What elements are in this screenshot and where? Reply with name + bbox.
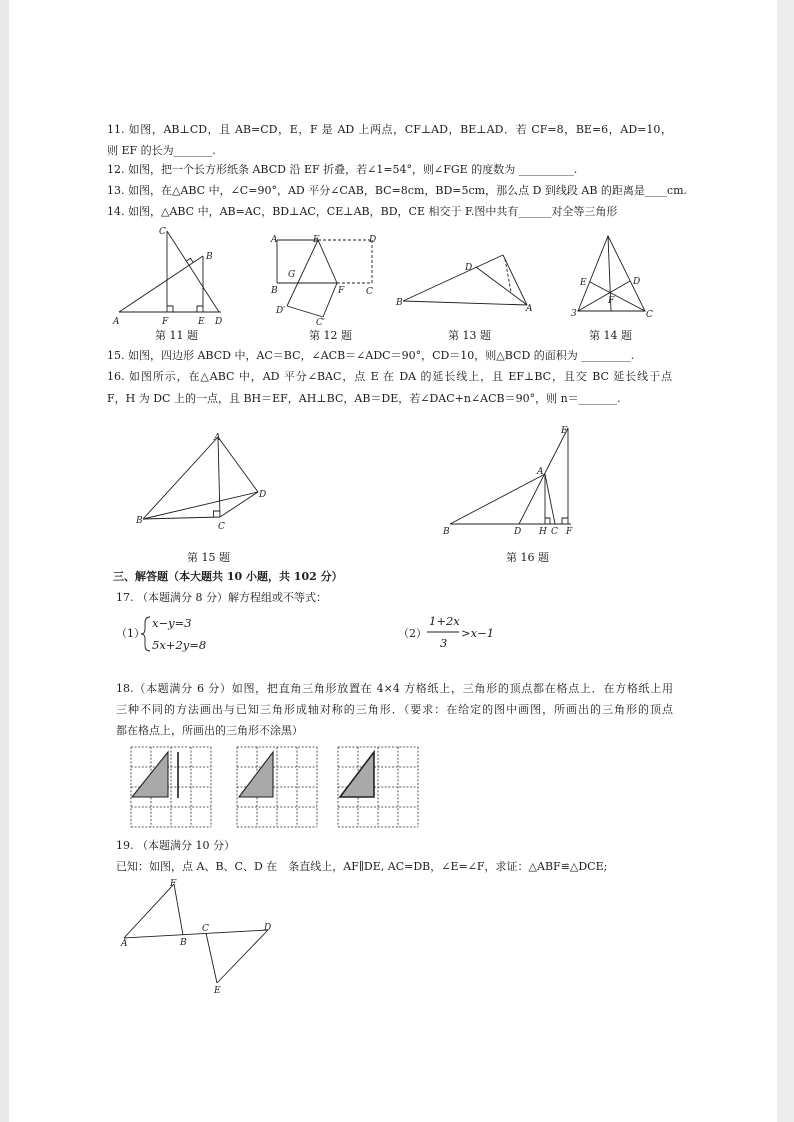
figure-16 [442, 426, 573, 537]
segment-cd [167, 231, 219, 312]
q17-fraction-denominator: 3 [440, 636, 448, 650]
segment-dprime-cprime [287, 306, 323, 317]
question-14: 14. 如图，△ABC 中，AB=AC，BD⊥AC，CE⊥AB，BD，CE 相交于 F.图中共有______对全等三角形 [107, 205, 618, 218]
vertex-label: A [113, 317, 120, 327]
figure-14-caption: 第 14 题 [589, 329, 632, 342]
segment-ab [119, 256, 203, 312]
question-11-line-2: 则 EF 的长为_______. [107, 144, 216, 157]
given-right-triangle [239, 752, 273, 797]
vertex-label: D [264, 923, 272, 933]
segment-ca [503, 255, 527, 305]
vertex-label: G [288, 270, 296, 280]
figure-12-caption: 第 12 题 [309, 329, 352, 342]
vertex-label: C [646, 310, 653, 320]
vertex-label: D [369, 235, 377, 245]
q17-fraction-numerator: 1+2x [429, 614, 460, 628]
figure-14 [571, 236, 653, 320]
segment-ad [124, 930, 268, 938]
vertex-label: F [170, 879, 177, 889]
vertex-label: E [214, 986, 221, 996]
vertex-label: H [539, 527, 547, 537]
segment-ce [206, 933, 217, 983]
vertex-label: E [198, 317, 205, 327]
given-right-triangle [132, 752, 168, 797]
vertex-label: C [551, 527, 558, 537]
right-angle-mark [214, 511, 221, 517]
segment-ba [403, 301, 527, 305]
segment-bc [143, 517, 220, 519]
right-angle-mark [197, 306, 203, 312]
vertex-label: F [608, 296, 615, 306]
vertex-label: A [526, 304, 533, 314]
figure-15 [135, 433, 266, 532]
q17-inequality-rhs: >x−1 [461, 626, 495, 640]
figure-19 [120, 879, 271, 996]
segment-fb [174, 884, 183, 935]
vertex-label: B [136, 516, 143, 526]
vertex-label: D′ [276, 306, 286, 316]
vertex-label: B [396, 298, 403, 308]
segment-ad [476, 267, 527, 305]
segment-cprime-f [323, 283, 337, 317]
figure-11 [112, 227, 222, 327]
fold-line-ef [318, 240, 337, 283]
segment-af [124, 884, 174, 938]
vertex-label: E [580, 278, 587, 288]
vertex-label: D [514, 527, 522, 537]
vertex-label: F [566, 527, 573, 537]
vertex-label: C′ [316, 318, 325, 328]
question-16-line-1: 16. 如图所示，在△ABC 中，AD 平分∠BAC，点 E 在 DA 的延长线上，且 EF⊥BC，且交 BC 延长线于点 [107, 370, 672, 383]
vertex-label: C [159, 227, 166, 237]
vertex-label: F [338, 286, 345, 296]
vertex-label: B [271, 286, 278, 296]
vertex-label: D [259, 490, 267, 500]
dashed-helper [505, 259, 511, 292]
vertex-label: C [202, 924, 209, 934]
vertex-label: D [633, 277, 641, 287]
figure-13-caption: 第 13 题 [448, 329, 491, 342]
figure-12 [270, 235, 376, 328]
right-angle-mark [545, 518, 550, 524]
figure-16-caption: 第 16 题 [506, 551, 549, 564]
vertex-label: D [215, 317, 223, 327]
given-right-triangle [340, 752, 374, 797]
question-18-line-3: 都在格点上，所画出的三角形不涂黑） [116, 724, 303, 737]
vertex-label: A [537, 467, 544, 477]
question-13: 13. 如图，在△ABC 中，∠C=90°，AD 平分∠CAB，BC=8cm，BD=5cm，那么点 D 到线段 AB 的距离是____cm. [107, 184, 688, 197]
question-18-line-2: 三种不同的方法画出与已知三角形成轴对称的三角形．（要求：在给定的图中画图，所画出的三角形的顶点 [116, 703, 673, 716]
q17-part-1-label: （1） [116, 627, 145, 640]
question-15: 15. 如图，四边形 ABCD 中，AC＝BC，∠ACB＝∠ADC＝90°，CD＝10，则△BCD 的面积为 _________. [107, 349, 635, 362]
vertex-label: A [271, 235, 278, 245]
figure-13 [395, 255, 533, 314]
vertex-label: A [121, 939, 128, 949]
segment-ed [519, 428, 568, 524]
segment-bc [403, 255, 503, 301]
vertex-label: 3 [571, 309, 577, 319]
right-angle-mark [562, 518, 568, 524]
vertex-label: C [366, 287, 373, 297]
right-angle-mark [167, 306, 173, 312]
vertex-label: B [180, 938, 187, 948]
vertex-label: E [313, 235, 320, 245]
section-3-heading: 三、解答题（本大题共 10 小题，共 102 分） [113, 570, 343, 583]
q17-equation-1: x−y=3 [152, 616, 192, 630]
segment-ab [143, 437, 218, 519]
segment-ac [218, 437, 220, 517]
vertex-label: C [218, 522, 225, 532]
question-19-given: 已知：如图，点 A、B、C、D 在 条直线上，AF∥DE, AC=DB，∠E=∠F，求证：△ABF≌△DCE; [116, 860, 608, 873]
vertex-label: B [443, 527, 450, 537]
vertex-label: B [206, 252, 213, 262]
vertex-label: F [162, 317, 169, 327]
vertex-label: D [465, 263, 473, 273]
q17-part-2-label: （2） [398, 627, 427, 640]
question-11-line-1: 11. 如图，AB⊥CD，且 AB=CD，E，F 是 AD 上两点，CF⊥AD，BE⊥AD．若 CF=8，BE=6，AD=10， [107, 123, 672, 136]
segment-ba [450, 474, 545, 524]
segment-bd [143, 492, 258, 519]
question-16-line-2: F，H 为 DC 上的一点，且 BH＝EF，AH⊥BC，AB＝DE，若∠DAC+n∠ACB＝90°，则 n＝_______. [107, 392, 621, 405]
question-19-stem: 19. （本题满分 10 分） [116, 839, 235, 852]
segment-cd [220, 492, 258, 517]
question-12: 12. 如图，把一个长方形纸条 ABCD 沿 EF 折叠，若∠1=54°，则∠FGE 的度数为 __________. [107, 163, 578, 176]
segment-ac [545, 474, 555, 524]
q17-equation-2: 5x+2y=8 [152, 638, 207, 652]
figure-11-caption: 第 11 题 [155, 329, 198, 342]
segment-ad [218, 437, 258, 492]
question-17-stem: 17. （本题满分 8 分）解方程组或不等式： [116, 591, 327, 604]
vertex-label: E [561, 426, 568, 436]
figure-15-caption: 第 15 题 [187, 551, 230, 564]
segment-ed [217, 930, 268, 983]
vertex-label: A [214, 433, 221, 443]
question-18-line-1: 18.（本题满分 6 分）如图，把直角三角形放置在 4×4 方格纸上，三角形的顶点都在格点上．在方格纸上用 [116, 682, 673, 695]
